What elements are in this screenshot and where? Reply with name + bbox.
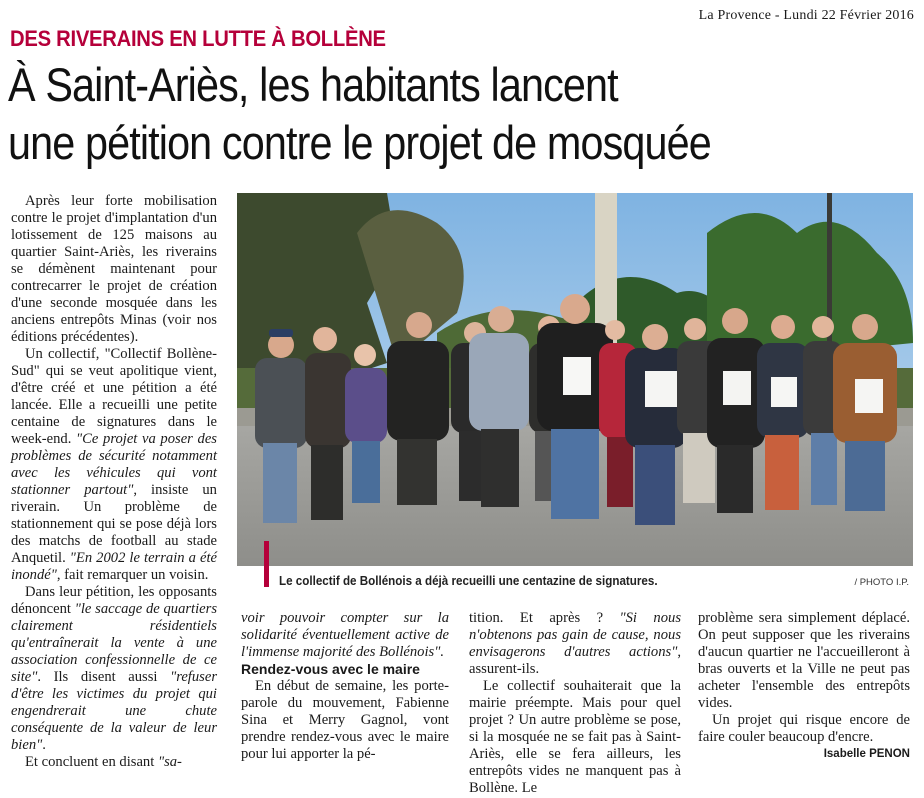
headline-line-2: une pétition contre le projet de mosquée — [8, 116, 711, 169]
paragraph-petition-continued: tition. Et après ? "Si nous n'obtenons pas gain de cause, nous envisagerons d'autres actions", assurent-ils. — [469, 610, 681, 677]
photo-credit: / PHOTO I.P. — [854, 577, 909, 588]
paragraph-conclusion-end: voir pouvoir compter sur la solidarité éventuellement active de l'immense majorité des Bollénois". — [241, 610, 449, 660]
paragraph-petition: Dans leur pétition, les opposants dénoncent "le saccage de quartiers clairement résidentiels qu'entraînerait la vente à une association confessionnelle de ce site". Ils disent aussi "refuser d'être les victimes du projet qui engendrerait une chute conséquente de la valeur de leur bien". — [11, 584, 217, 753]
headline-line-1: À Saint-Ariès, les habitants lancent — [8, 58, 618, 111]
subheading-rendez-vous: Rendez-vous avec le maire — [241, 661, 420, 677]
caption-accent-bar — [264, 541, 269, 587]
paragraph-rendez-vous: En début de semaine, les porte-parole du mouvement, Fabienne Sina et Merry Gagnol, vont prendre rendez-vous avec le maire pour lui apporter la pé- — [241, 678, 449, 762]
paragraph-collectif: Un collectif, "Collectif Bollène-Sud" qui se veut apolitique vient, d'être créé et une pétition a été lancée. Elle a recueilli une petite centaine de signatures dans le week-end. "Ce projet va poser des problèmes de sécurité notamment avec les véhicules qui vont stationner partout", insiste un riverain. Un problème de stationnement qui se pose déjà lors des matchs de football au stade Anquetil. "En 2002 le terrain a été inondé", fait remarquer un voisin. — [11, 346, 217, 583]
paragraph-intro: Après leur forte mobilisation contre le projet d'implantation d'un lotissement de 125 maisons au quartier Saint-Ariès, les riverains se démènent maintenant pour contrecarrer le projet de création d'une seconde mosquée dans les anciens entrepôts Minas (voir nos éditions précédentes). — [11, 193, 217, 345]
paragraph-preemption: Le collectif souhaiterait que la mairie préempte. Mais pour quel projet ? Un autre problème se pose, si la mosquée ne se fait pas à Saint-Ariès, elle se fera ailleurs, les entrepôts vides ne manquent pas à Bollène. Le — [469, 678, 681, 796]
article-column-1 — [11, 193, 217, 771]
kicker: DES RIVERAINS EN LUTTE À BOLLÈNE — [10, 26, 386, 51]
paragraph-encre: Un projet qui risque encore de faire couler beaucoup d'encre. — [698, 712, 910, 745]
masthead: La Provence - Lundi 22 Février 2016 — [698, 8, 914, 23]
headline — [8, 56, 826, 172]
paragraph-conclusion-start: Et concluent en disant "sa- — [25, 754, 182, 770]
author-signature: Isabelle PENON — [823, 748, 910, 760]
article-column-2 — [241, 610, 449, 763]
group-photo — [237, 193, 913, 566]
paragraph-probleme-deplace: problème sera simplement déplacé. On peut supposer que les riverains d'aucun quartier ne l'accueilleront à bras ouverts et la Ville ne peut pas acheter l'ensemble des entrepôts vides. — [698, 610, 910, 711]
photo-caption: Le collectif de Bollénois a déjà recueilli une centazine de signatures. — [279, 574, 658, 588]
article-column-4 — [698, 610, 910, 763]
article-column-3 — [469, 610, 681, 797]
